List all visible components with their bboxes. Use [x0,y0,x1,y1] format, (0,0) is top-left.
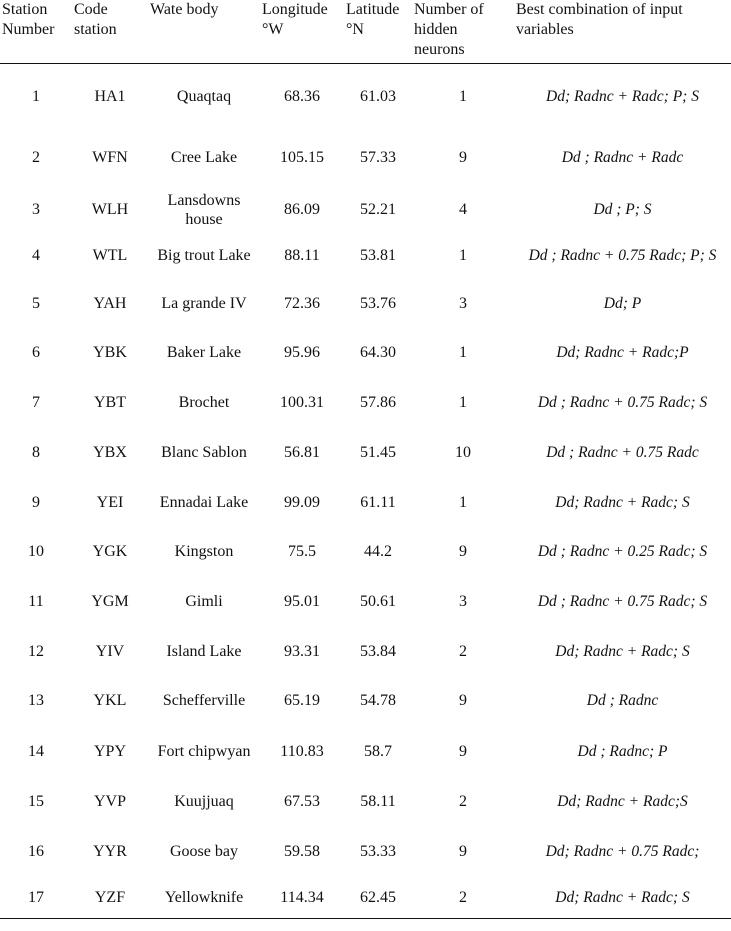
table-row [0,428,731,478]
table-header [0,0,731,64]
station-number-cell: 16 [28,843,44,860]
latitude-cell: 62.45 [344,877,412,919]
code-station-cell: WLH [91,201,129,218]
station-number-cell: 9 [32,493,40,511]
water-body-cell: La grande IV [161,294,247,312]
station-number-cell: 6 [32,344,40,361]
table-row [0,627,731,676]
table-row [0,726,731,777]
input-variables-cell: Dd ; Radnc + Radc [561,149,684,166]
input-variables-cell: Dd; Radnc + Radc;S [557,793,688,810]
input-variables-cell: Dd ; Radnc; P [577,742,668,760]
table-row [0,877,731,919]
longitude-cell: 99.09 [284,493,320,511]
table-row [0,378,731,428]
hidden-neurons-cell: 2 [459,793,467,810]
hidden-neurons-cell: 9 [459,149,467,166]
header-latitude: Latitude °N [346,1,400,38]
table-row [0,187,731,233]
water-body-cell: Brochet [178,394,230,411]
station-number-cell: 3 [32,201,40,218]
hidden-neurons-cell: 9 [459,742,467,760]
table-row [0,129,731,187]
hidden-neurons-cell: 3 [459,593,467,610]
input-variables-cell: Dd ; Radnc + 0.75 Radc [546,444,699,461]
water-body-cell: Ennadai Lake [159,493,249,511]
code-station-cell: YYR [93,843,127,860]
latitude-cell: 53.81 [360,247,396,264]
water-body-cell: Lansdowns house [167,191,241,228]
longitude-cell: 95.96 [284,344,320,361]
header-water-body: Wate body [150,1,219,18]
code-station-cell: HA1 [94,87,126,105]
header-input-variables: Best combination of input variables [516,1,683,38]
longitude-cell: 75.5 [288,543,316,560]
hidden-neurons-cell: 2 [459,642,467,660]
hidden-neurons-cell: 9 [459,843,467,860]
water-body-cell: Kuujjuaq [174,793,234,810]
header-station-number: Station Number [2,1,55,38]
water-body-cell: Goose bay [170,843,238,860]
table-row [0,577,731,627]
station-number-cell: 1 [32,87,40,105]
header-hidden-neurons: Number of hidden neurons [414,1,484,58]
table-row [0,527,731,577]
latitude-cell: 58.7 [364,742,392,760]
hidden-neurons-cell: 9 [459,543,467,560]
hidden-neurons-cell: 1 [459,394,467,411]
station-number-cell: 8 [32,444,40,461]
header-code-station: Code station [74,1,117,38]
input-variables-cell: Dd ; Radnc + 0.75 Radc; S [537,394,708,411]
water-body-cell: Schefferville [162,692,246,709]
table-row [0,478,731,527]
latitude-cell: 53.84 [360,642,396,660]
latitude-cell: 64.30 [360,344,396,361]
longitude-cell: 59.58 [284,843,320,860]
input-variables-cell: Dd; Radnc + Radc; S [514,877,731,919]
hidden-neurons-cell: 4 [459,201,467,218]
longitude-cell: 114.34 [260,877,344,919]
input-variables-cell: Dd; Radnc + Radc; P; S [546,87,699,105]
table-row [0,233,731,279]
station-number-cell: 12 [28,642,44,660]
station-number-cell: 11 [28,593,44,610]
latitude-cell: 57.33 [360,149,396,166]
latitude-cell: 54.78 [360,692,396,709]
code-station-cell: YIV [95,642,125,660]
longitude-cell: 88.11 [284,247,320,264]
longitude-cell: 100.31 [280,394,324,411]
hidden-neurons-cell: 2 [412,877,514,919]
longitude-cell: 72.36 [284,294,320,312]
hidden-neurons-cell: 1 [459,493,467,511]
input-variables-cell: Dd; Radnc + 0.75 Radc; [545,843,700,860]
input-variables-cell: Dd ; P; S [593,201,652,218]
water-body-cell: Island Lake [166,642,242,660]
longitude-cell: 67.53 [284,793,320,810]
code-station-cell: YAH [93,294,127,312]
code-station-cell: YBT [94,394,126,411]
station-number-cell: 5 [32,294,40,312]
input-variables-cell: Dd; P [603,294,642,312]
input-variables-cell: Dd; Radnc + Radc;P [556,344,689,361]
table-row [0,279,731,328]
longitude-cell: 86.09 [284,201,320,218]
latitude-cell: 50.61 [360,593,396,610]
longitude-cell: 105.15 [280,149,324,166]
hidden-neurons-cell: 3 [459,294,467,312]
water-body-cell: Kingston [174,543,234,560]
latitude-cell: 57.86 [360,394,396,411]
hidden-neurons-cell: 1 [459,344,467,361]
station-number-cell: 4 [32,247,40,264]
station-number-cell: 2 [32,149,40,166]
water-body-cell: Big trout Lake [157,247,251,264]
water-body-cell: Gimli [185,593,223,610]
hidden-neurons-cell: 1 [459,247,467,264]
table-row [0,777,731,827]
table-row [0,328,731,378]
water-body-cell: Baker Lake [166,344,242,361]
longitude-cell: 68.36 [284,87,320,105]
header-longitude: Longitude °W [262,1,328,38]
code-station-cell: WFN [92,149,128,166]
code-station-cell: YGM [91,593,129,610]
latitude-cell: 61.03 [360,87,396,105]
station-number-cell: 7 [32,394,40,411]
hidden-neurons-cell: 10 [455,444,471,461]
table-row [0,827,731,877]
code-station-cell: YZF [72,877,148,919]
hidden-neurons-cell: 9 [459,692,467,709]
station-number-cell: 15 [28,793,44,810]
water-body-cell: Cree Lake [170,149,238,166]
code-station-cell: WTL [92,247,128,264]
station-number-cell: 17 [0,877,72,919]
code-station-cell: YGK [92,543,128,560]
longitude-cell: 110.83 [280,742,324,760]
latitude-cell: 53.76 [360,294,396,312]
code-station-cell: YPY [93,742,126,760]
station-number-cell: 10 [28,543,44,560]
water-body-cell: Quaqtaq [176,87,232,105]
station-number-cell: 13 [28,692,44,709]
latitude-cell: 53.33 [360,843,396,860]
latitude-cell: 58.11 [360,793,396,810]
input-variables-cell: Dd; Radnc + Radc; S [555,493,690,511]
input-variables-cell: Dd ; Radnc + 0.75 Radc; S [537,593,708,610]
longitude-cell: 95.01 [284,593,320,610]
longitude-cell: 56.81 [284,444,320,461]
water-body-cell: Fort chipwyan [157,742,251,760]
code-station-cell: YKL [93,692,127,709]
code-station-cell: YEI [96,493,124,511]
table-row [0,64,731,129]
code-station-cell: YVP [93,793,126,810]
longitude-cell: 65.19 [284,692,320,709]
latitude-cell: 51.45 [360,444,396,461]
table-body [0,64,731,919]
water-body-cell: Blanc Sablon [161,444,247,461]
longitude-cell: 93.31 [284,642,320,660]
input-variables-cell: Dd ; Radnc + 0.25 Radc; S [537,543,708,560]
code-station-cell: YBX [93,444,127,461]
latitude-cell: 52.21 [360,201,396,218]
input-variables-cell: Dd ; Radnc [586,692,659,709]
latitude-cell: 44.2 [364,543,392,560]
water-body-cell: Yellowknife [148,877,260,919]
code-station-cell: YBK [93,344,127,361]
input-variables-cell: Dd ; Radnc + 0.75 Radc; P; S [528,247,717,264]
station-number-cell: 14 [28,742,44,760]
table-row [0,676,731,726]
hidden-neurons-cell: 1 [459,87,467,105]
input-variables-cell: Dd; Radnc + Radc; S [555,642,690,660]
latitude-cell: 61.11 [360,493,396,511]
